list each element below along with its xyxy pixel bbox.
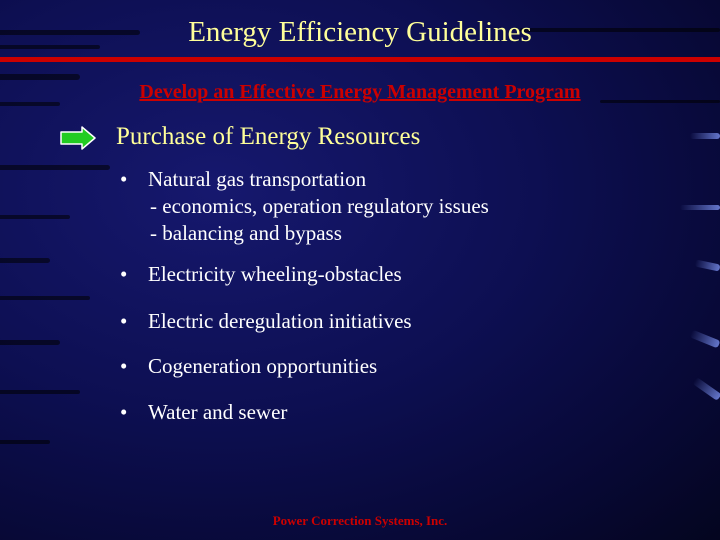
background-highlight — [692, 377, 720, 401]
right-arrow-icon — [60, 126, 96, 150]
bullet-icon: • — [120, 400, 128, 424]
background-streak — [0, 165, 110, 170]
sub-list-item: - balancing and bypass — [150, 221, 342, 245]
bullet-icon: • — [120, 354, 128, 378]
list-item — [120, 166, 366, 193]
bullet-text: Natural gas transportation — [148, 167, 367, 191]
sub-list-item: - economics, operation regulatory issues — [150, 194, 489, 218]
bullet-text: Electricity wheeling-obstacles — [148, 262, 402, 286]
background-highlight — [695, 259, 720, 271]
background-streak — [0, 215, 70, 219]
bullet-icon: • — [120, 262, 128, 286]
background-streak — [0, 258, 50, 263]
bullet-text: Electric deregulation initiatives — [148, 309, 412, 333]
background-highlight — [690, 330, 720, 349]
bullet-icon: • — [120, 309, 128, 333]
list-item — [120, 308, 412, 335]
background-streak — [0, 390, 80, 394]
list-item — [120, 353, 377, 380]
background-streak — [0, 340, 60, 345]
section-heading: Purchase of Energy Resources — [116, 123, 421, 150]
bullet-text: Water and sewer — [148, 400, 288, 424]
list-item — [120, 399, 287, 426]
slide-title: Energy Efficiency Guidelines — [188, 16, 532, 48]
slide-subtitle: Develop an Effective Energy Management Program — [139, 81, 581, 103]
background-highlight — [690, 133, 720, 139]
background-streak — [0, 440, 50, 444]
footer-company: Power Correction Systems, Inc. — [272, 513, 448, 528]
bullet-text: Cogeneration opportunities — [148, 354, 378, 378]
background-streak — [0, 296, 90, 300]
background-highlight — [680, 205, 720, 210]
bullet-icon: • — [120, 167, 128, 191]
title-divider — [0, 57, 720, 62]
list-item — [120, 261, 402, 288]
